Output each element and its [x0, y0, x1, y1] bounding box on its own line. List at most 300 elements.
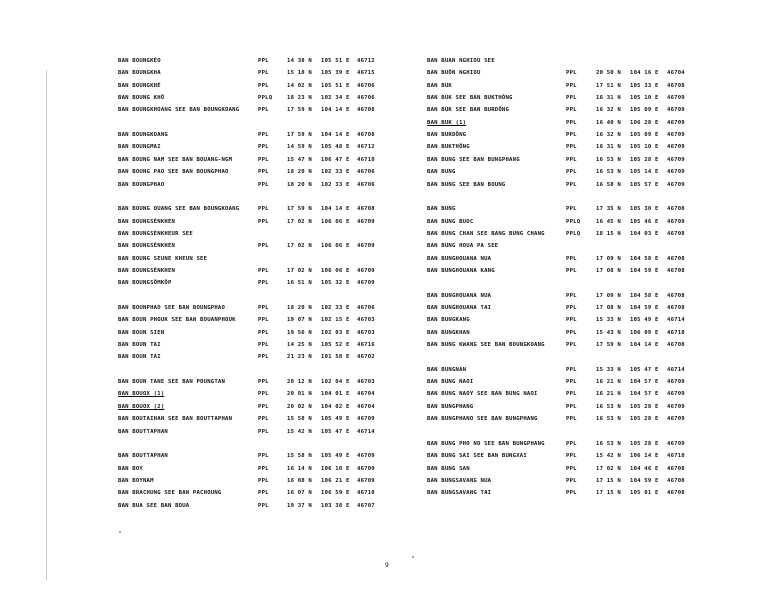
longitude: 105 33 E [630, 82, 659, 89]
map-sheet: 46703 [357, 329, 375, 336]
latitude: 16 51 N [287, 280, 312, 287]
feature-type: PPL [566, 156, 577, 163]
latitude: 15 33 N [596, 366, 621, 373]
latitude: 16 21 N [596, 379, 621, 386]
latitude: 19 56 N [287, 329, 312, 336]
feature-type: PPL [566, 490, 577, 497]
latitude: 16 14 N [287, 465, 312, 472]
place-name: BAN BUA SEE BAN BOUA [118, 502, 190, 509]
place-name: BAN BUNG SAN [427, 465, 470, 472]
latitude: 18 20 N [287, 305, 312, 311]
map-sheet: 46709 [357, 218, 375, 225]
map-sheet: 46709 [357, 416, 375, 423]
scan-speck [412, 556, 414, 558]
feature-type: PPL [258, 169, 269, 176]
longitude: 105 51 E [321, 82, 350, 89]
feature-type: PPL [566, 366, 577, 373]
longitude: 101 58 E [321, 354, 350, 361]
longitude: 103 38 E [321, 502, 350, 509]
place-name: BAN BOUNGPHAO [118, 181, 165, 188]
feature-type: PPLQ [566, 218, 581, 225]
latitude: 17 15 N [596, 490, 621, 497]
place-name: BAN BUNG NAOI [427, 379, 474, 386]
feature-type: PPL [258, 354, 269, 361]
map-sheet: 46716 [357, 342, 375, 349]
longitude: 104 16 E [630, 70, 659, 77]
map-sheet: 46709 [667, 95, 685, 102]
longitude: 105 09 E [630, 132, 659, 139]
longitude: 106 10 E [321, 465, 350, 472]
map-sheet: 46708 [667, 82, 685, 89]
latitude: 19 37 N [287, 502, 312, 509]
longitude: 105 39 E [321, 70, 350, 77]
longitude: 105 28 E [630, 156, 659, 163]
map-sheet: 46709 [667, 379, 685, 386]
map-sheet: 46709 [667, 403, 685, 410]
map-sheet: 46704 [667, 70, 685, 77]
place-name: BAN BUNG SAI SEE BAN BUNGXAI [427, 453, 527, 460]
longitude: 105 52 E [321, 342, 350, 349]
feature-type: PPL [258, 465, 269, 472]
place-name: BAN BUNG CHAN SEE BANG BUNG CHANG [427, 230, 545, 237]
longitude: 104 58 E [630, 255, 659, 262]
longitude: 104 14 E [321, 206, 350, 213]
feature-type: PPL [566, 416, 577, 423]
latitude: 17 02 N [287, 243, 312, 250]
map-sheet: 46706 [357, 169, 375, 176]
longitude: 105 32 E [321, 280, 350, 287]
place-name: BAN BOUNGKÈO [118, 58, 161, 64]
feature-type: PPL [258, 243, 269, 250]
longitude: 104 14 E [321, 107, 350, 114]
feature-type: PPL [258, 305, 269, 311]
map-sheet: 46709 [357, 267, 375, 274]
feature-type: PPL [258, 280, 269, 287]
longitude: 105 10 E [630, 95, 659, 102]
feature-type: PPL [258, 428, 269, 435]
longitude: 102 33 E [321, 169, 350, 176]
place-name: BAN BUNGPHANG [427, 403, 474, 410]
place-name: BAN BUNGHOUANA TAI [427, 305, 492, 311]
latitude: 16 31 N [596, 144, 621, 151]
map-sheet: 46706 [357, 95, 375, 102]
place-name: BAN BOUNG KHÔ [118, 95, 165, 102]
place-name: BAN BOUNGSÈNKHEN [118, 243, 176, 250]
longitude: 104 14 E [321, 132, 350, 139]
latitude: 15 43 N [596, 329, 621, 336]
feature-type: PPL [258, 267, 269, 274]
longitude: 105 47 E [630, 366, 659, 373]
place-name: BAN BOUTTAPHAN [118, 428, 168, 435]
feature-type: PPL [258, 144, 269, 151]
place-name: BAN BOUNGKHA [118, 70, 161, 77]
place-name: BAN BOUN TANE SEE BAN POUNGTAN [118, 379, 226, 386]
place-name: BAN BUKTHÔNG [427, 144, 470, 151]
feature-type: PPL [566, 144, 577, 151]
map-sheet: 46710 [667, 453, 685, 460]
place-name: BAN BOUNG PAO SEE BAN BOUNGPHAO [118, 169, 229, 176]
feature-type: PPL [566, 342, 577, 349]
map-sheet: 46709 [357, 477, 375, 484]
feature-type: PPL [258, 490, 269, 497]
feature-type: PPL [258, 342, 269, 349]
place-name: BAN BUNGPHANO SEE BAN BUNGPHANG [427, 416, 538, 423]
place-name: BAN BUNG BUOC [427, 218, 474, 225]
place-name: BAN BOY [118, 465, 143, 472]
latitude: 15 18 N [287, 70, 312, 77]
longitude: 102 15 E [321, 317, 350, 324]
latitude: 16 32 N [596, 107, 621, 114]
longitude: 105 51 E [321, 58, 350, 64]
feature-type: PPL [566, 95, 577, 102]
map-sheet: 46704 [357, 403, 375, 410]
longitude: 105 49 E [321, 416, 350, 423]
feature-type: PPL [566, 169, 577, 176]
place-name: BAN BUNG PHO NO SEE BAN BUNGPHANG [427, 440, 545, 447]
place-name: BAN BOUNPHAO SEE BAN BOUNGPHAO [118, 305, 226, 311]
map-sheet: 46703 [357, 379, 375, 386]
feature-type: PPL [566, 440, 577, 447]
feature-type: PPL [258, 58, 269, 64]
map-sheet: 46703 [357, 317, 375, 324]
latitude: 18 23 N [287, 95, 312, 102]
map-sheet: 46710 [357, 490, 375, 497]
longitude: 105 57 E [630, 181, 659, 188]
feature-type: PPL [258, 181, 269, 188]
map-sheet: 46709 [667, 218, 685, 225]
feature-type: PPL [258, 70, 269, 77]
map-sheet: 46708 [667, 477, 685, 484]
place-name: BAN BUNG NAOY SEE BAN BUNG NAOI [427, 391, 538, 398]
feature-type: PPL [258, 453, 269, 460]
latitude: 16 53 N [596, 416, 621, 423]
longitude: 105 46 E [630, 218, 659, 225]
longitude: 106 14 E [630, 453, 659, 460]
feature-type: PPL [258, 379, 269, 386]
latitude: 16 31 N [596, 95, 621, 102]
latitude: 16 53 N [596, 403, 621, 410]
place-name: BAN BUNG SEE BAN BUNGPHANG [427, 156, 520, 163]
feature-type: PPL [566, 107, 577, 114]
longitude: 104 46 E [630, 465, 659, 472]
map-sheet: 46708 [667, 490, 685, 497]
place-name: BAN BOUTTAPHAN [118, 453, 168, 460]
place-name: BAN BUNGNAN [427, 366, 467, 373]
feature-type: PPL [258, 206, 269, 213]
map-sheet: 46708 [667, 342, 685, 349]
place-name: BAN BOUNGMAI [118, 144, 161, 151]
map-sheet: 46702 [357, 354, 375, 361]
longitude: 102 03 E [321, 329, 350, 336]
longitude: 104 03 E [630, 230, 659, 237]
longitude: 105 14 E [630, 169, 659, 176]
longitude: 104 57 E [630, 379, 659, 386]
latitude: 17 02 N [287, 267, 312, 274]
latitude: 16 21 N [596, 391, 621, 398]
map-sheet: 46709 [667, 132, 685, 139]
place-name: BAN BOUNGSÈNKHEUR SEE [118, 230, 193, 237]
feature-type: PPL [566, 267, 577, 274]
map-sheet: 46714 [667, 317, 685, 324]
longitude: 105 49 E [630, 317, 659, 324]
feature-type: PPL [258, 416, 269, 423]
map-sheet: 46710 [667, 329, 685, 336]
longitude: 106 06 E [321, 243, 350, 250]
place-name: BAN BUNG HOUA PA SEE [427, 243, 499, 250]
latitude: 17 15 N [596, 477, 621, 484]
longitude: 106 28 E [630, 119, 659, 126]
place-name: BAN BOYNAM [118, 477, 154, 484]
feature-type: PPL [258, 502, 269, 509]
latitude: 17 08 N [596, 305, 621, 311]
map-sheet: 46709 [667, 181, 685, 188]
map-sheet: 46708 [667, 255, 685, 262]
feature-type: PPL [258, 107, 269, 114]
place-name: BAN BOUNG NAM SEE BAN BOUANG-NGM [118, 156, 233, 163]
latitude: 15 33 N [596, 317, 621, 324]
map-sheet: 46708 [667, 206, 685, 213]
latitude: 14 38 N [287, 58, 312, 64]
place-name: BAN BOUNGKOANG [118, 132, 168, 139]
map-sheet: 46708 [357, 107, 375, 114]
map-sheet: 46709 [667, 107, 685, 114]
latitude: 16 45 N [596, 218, 621, 225]
longitude: 106 59 E [321, 490, 350, 497]
place-name: BAN BUNG [427, 206, 456, 213]
place-name: BAN BOUN PHOUK SEE BAN BOUANPHOUK [118, 317, 236, 324]
latitude: 20 01 N [287, 391, 312, 398]
place-name: BAN BOUNG SEUNE KHEUN SEE [118, 255, 208, 262]
map-sheet: 46708 [667, 292, 685, 299]
feature-type: PPL [566, 379, 577, 386]
map-sheet: 46708 [667, 305, 685, 311]
latitude: 16 07 N [287, 490, 312, 497]
latitude: 14 59 N [287, 144, 312, 151]
longitude: 104 02 E [321, 403, 350, 410]
map-sheet: 46706 [357, 82, 375, 89]
feature-type: PPL [566, 317, 577, 324]
latitude: 19 07 N [287, 317, 312, 324]
place-name: BAN BUNGHOUANA NUA [427, 255, 492, 262]
feature-type: PPL [566, 465, 577, 472]
map-sheet: 46709 [357, 243, 375, 250]
place-name: BAN BOUNGSÔMKÔP [118, 280, 172, 287]
map-sheet: 46708 [667, 230, 685, 237]
place-name: BAN BUNGHOUANA KANG [427, 267, 495, 274]
longitude: 106 21 E [321, 477, 350, 484]
latitude: 17 02 N [596, 465, 621, 472]
feature-type: PPL [566, 82, 577, 89]
longitude: 106 06 E [321, 267, 350, 274]
latitude: 17 51 N [596, 82, 621, 89]
place-name: BAN BOUNGKHÈ [118, 82, 161, 89]
latitude: 16 40 N [596, 119, 621, 126]
latitude: 16 53 N [596, 156, 621, 163]
map-sheet: 46709 [357, 453, 375, 460]
feature-type: PPL [566, 70, 577, 77]
map-sheet: 46709 [667, 169, 685, 176]
map-sheet: 46715 [357, 70, 375, 77]
feature-type: PPL [258, 218, 269, 225]
latitude: 16 32 N [596, 132, 621, 139]
latitude: 17 08 N [596, 267, 621, 274]
latitude: 17 59 N [287, 132, 312, 139]
place-name: BAN BOUNGKHOANG SEE BAN BOUNGKOANG [118, 107, 240, 114]
scan-speck [119, 531, 121, 533]
longitude: 102 33 E [321, 181, 350, 188]
longitude: 104 01 E [321, 391, 350, 398]
latitude: 17 09 N [596, 292, 621, 299]
map-sheet: 46704 [357, 391, 375, 398]
longitude: 102 33 E [321, 305, 350, 311]
page-number: 9 [385, 562, 389, 569]
feature-type: PPL [258, 132, 269, 139]
longitude: 102 34 E [321, 95, 350, 102]
place-name: BAN BOUN TAI [118, 354, 161, 361]
map-sheet: 46709 [357, 280, 375, 287]
longitude: 105 10 E [630, 144, 659, 151]
map-sheet: 46709 [667, 119, 685, 126]
map-sheet: 46708 [357, 132, 375, 139]
longitude: 105 47 E [321, 428, 350, 435]
longitude: 105 28 E [630, 403, 659, 410]
map-sheet: 46712 [357, 144, 375, 151]
latitude: 17 35 N [596, 206, 621, 213]
feature-type: PPLQ [258, 95, 273, 102]
feature-type: PPLQ [566, 230, 581, 237]
longitude: 106 47 E [321, 156, 350, 163]
feature-type: PPL [566, 391, 577, 398]
place-name: BAN BUNG [427, 169, 456, 176]
longitude: 104 59 E [630, 305, 659, 311]
place-name: BAN BUNGHOUANA NUA [427, 292, 492, 299]
feature-type: PPL [566, 206, 577, 213]
place-name: BAN BUNGKANG [427, 317, 470, 324]
map-sheet: 46706 [357, 181, 375, 188]
latitude: 15 47 N [287, 156, 312, 163]
feature-type: PPL [566, 453, 577, 460]
place-name: BAN BOUNGSÈNKHEN [118, 267, 176, 274]
map-sheet: 46712 [357, 58, 375, 64]
latitude: 20 02 N [287, 403, 312, 410]
latitude: 17 09 N [596, 255, 621, 262]
longitude: 105 28 E [630, 416, 659, 423]
place-name: BAN BOUTAIHAN SEE BAN BOUTTAPHAN [118, 416, 233, 423]
feature-type: PPL [566, 119, 577, 126]
map-sheet: 46709 [667, 144, 685, 151]
feature-type: PPL [566, 292, 577, 299]
latitude: 17 59 N [596, 342, 621, 349]
place-name: BAN BUÔN NGHIOU [427, 70, 481, 77]
map-sheet: 46709 [667, 156, 685, 163]
latitude: 16 53 N [596, 440, 621, 447]
longitude: 105 49 E [321, 453, 350, 460]
place-name: BAN BÚK SEE BAN BUKTHÔNG [427, 95, 513, 102]
place-name: BAN BURDÔNG [427, 132, 467, 139]
latitude: 17 59 N [287, 206, 312, 213]
longitude: 102 04 E [321, 379, 350, 386]
latitude: 16 08 N [287, 477, 312, 484]
latitude: 14 02 N [287, 82, 312, 89]
map-sheet: 46709 [667, 440, 685, 447]
place-name: BAN BUAN NGHIOU SEE [427, 58, 495, 64]
longitude: 104 59 E [630, 477, 659, 484]
place-name: BAN BUNGKHAN [427, 329, 470, 336]
longitude: 104 57 E [630, 391, 659, 398]
feature-type: PPL [566, 255, 577, 262]
longitude: 104 58 E [630, 292, 659, 299]
map-sheet: 46709 [667, 416, 685, 423]
latitude: 18 20 N [287, 169, 312, 176]
feature-type: PPL [566, 132, 577, 139]
latitude: 15 58 N [287, 416, 312, 423]
longitude: 106 09 E [630, 329, 659, 336]
latitude: 21 23 N [287, 354, 312, 361]
feature-type: PPL [258, 317, 269, 324]
feature-type: PPL [566, 477, 577, 484]
latitude: 20 12 N [287, 379, 312, 386]
map-sheet: 46709 [667, 391, 685, 398]
map-sheet: 46707 [357, 502, 375, 509]
place-name: BAN BUNG KWANG SEE BAN BOUNGKOANG [427, 342, 545, 349]
feature-type: PPL [566, 329, 577, 336]
map-sheet: 46710 [357, 156, 375, 163]
map-sheet: 46708 [667, 267, 685, 274]
latitude: 15 58 N [287, 453, 312, 460]
feature-type: PPL [258, 403, 269, 410]
latitude: 15 42 N [287, 428, 312, 435]
latitude: 18 15 N [596, 230, 621, 237]
latitude: 17 59 N [287, 107, 312, 114]
place-name: BAN BUNG SEE BAN BOUNG [427, 181, 506, 188]
map-sheet: 46714 [667, 366, 685, 373]
longitude: 105 28 E [630, 440, 659, 447]
feature-type: PPL [258, 329, 269, 336]
place-name: BAN BUNGSAVANG TAI [427, 490, 492, 497]
map-sheet: 46708 [357, 206, 375, 213]
feature-type: PPL [258, 477, 269, 484]
latitude: 16 53 N [596, 169, 621, 176]
longitude: 105 30 E [630, 206, 659, 213]
latitude: 18 20 N [287, 181, 312, 188]
place-name: BAN BUK (1) [427, 119, 467, 126]
feature-type: PPL [258, 82, 269, 89]
feature-type: PPL [566, 181, 577, 188]
longitude: 105 48 E [321, 144, 350, 151]
feature-type: PPL [566, 403, 577, 410]
place-name: BAN BRACHUNG SEE BAN PACHOUNG [118, 490, 222, 497]
place-name: BAN BUK [427, 82, 452, 89]
place-name: BAN BOUOX (1) [118, 391, 165, 398]
place-name: BAN BOUNG QUANG SEE BAN BOUNGKOANG [118, 206, 240, 213]
map-sheet: 46706 [357, 305, 375, 311]
longitude: 104 14 E [630, 342, 659, 349]
place-name: BAN BOUOX (2) [118, 403, 165, 410]
latitude: 15 42 N [596, 453, 621, 460]
latitude: 17 02 N [287, 218, 312, 225]
latitude: 16 58 N [596, 181, 621, 188]
place-name: BAN BUNGSAVANG NUA [427, 477, 492, 484]
place-name: BAN BOUNGSÈNKHEN [118, 218, 176, 225]
longitude: 105 01 E [630, 490, 659, 497]
map-sheet: 46714 [357, 428, 375, 435]
place-name: BAN BÚK SEE BAN BURDÔNG [427, 107, 510, 114]
longitude: 104 59 E [630, 267, 659, 274]
longitude: 105 09 E [630, 107, 659, 114]
latitude: 14 25 N [287, 342, 312, 349]
latitude: 20 50 N [596, 70, 621, 77]
map-sheet: 46708 [667, 465, 685, 472]
